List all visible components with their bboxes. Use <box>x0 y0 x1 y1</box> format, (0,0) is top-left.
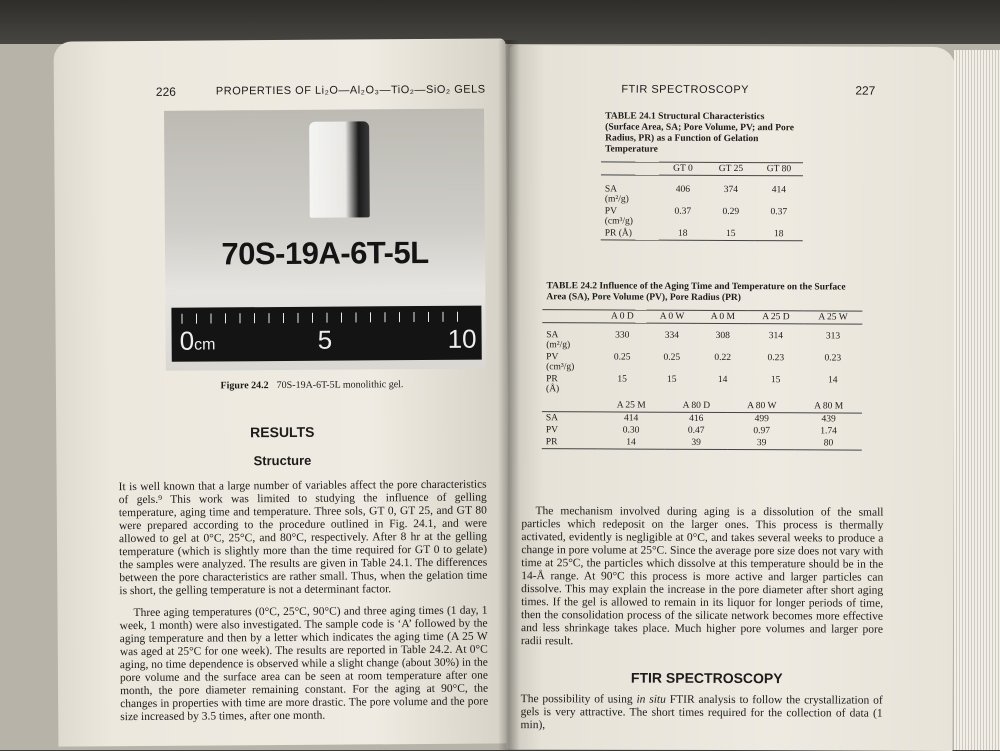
page-edges <box>954 50 1000 750</box>
results-heading: RESULTS <box>250 423 315 441</box>
table2-header: A 80 D <box>682 400 711 411</box>
table-cell: 0.25 <box>613 352 631 363</box>
right-running-head: FTIR SPECTROSCOPY <box>621 83 750 97</box>
table-cell: 80 <box>823 438 834 449</box>
table-cell: 314 <box>768 331 784 342</box>
table-cell: 414 <box>624 413 639 424</box>
table-row <box>601 227 803 240</box>
right-page <box>506 45 955 751</box>
table-cell: 15 <box>770 375 781 386</box>
table2-header: A 25 M <box>616 400 646 411</box>
table-24-2-title: TABLE 24.2 Influence of the Aging Time and Temperature on the Surface Area (SA), Pore Volume (PV), Pore Radius (PR) <box>546 281 846 304</box>
table-24-2 <box>542 309 863 450</box>
table-cell: 0.23 <box>824 353 842 364</box>
sample-label: 70S-19A-6T-5L <box>221 234 429 272</box>
table-cell: 0.47 <box>687 425 705 436</box>
paragraph-aging-mechanism: The mechanism involved during aging is a dissolution of the small particles which redeposit on the larger ones. This process is thermally activated, evidently is negligible at 0°C, and takes several weeks to produce a change in pore volume at 25°C. Since the average pore size does not vary with time at 25°C, the particles which dissolve at this temperature should be in the 14-Å range. At 90°C this process is more active and larger particles can dissolve. This may explain the increase in the pore diameter after short aging times. If the gel is allowed to remain in its liquor for longer periods of time, then the consolidation process of the silicate network becomes more effective and less shrinkage takes place. Much higher pore volumes and larger pore radii result. <box>520 505 884 648</box>
figure-caption-text: 70S-19A-6T-5L monolithic gel. <box>276 379 404 392</box>
ruler-label-zero: 0cm <box>179 325 216 356</box>
table-cell: 15 <box>725 228 736 240</box>
table-cell: 0.25 <box>663 352 681 363</box>
table-cell: 14 <box>827 375 838 386</box>
paragraph-structure-2: Three aging temperatures (0°C, 25°C, 90°C) and three aging times (1 day, 1 week, 1 month) were also investigated. The sample code is ‘A’ followed by the aging temperature and then by a letter which indicates the aging time (A 25 W was aged at 25°C for one week). The results are reported in Table 24.2. At 0°C aging, no time dependence is observed while a slight change (about 30%) in the pore volume and the surface area can be seen at room temperature after one month, the pore diameter remaining constant. For the aging at 90°C, the changes in properties with time are more drastic. The pore volume and the pore size increased by 3.5 times, after one month. <box>119 604 489 724</box>
table-24-1-title: TABLE 24.1 Structural Characteristics (Surface Area, SA; Pore Volume, PV; and Pore Radius, PR) as a Function of Gelation Temperature <box>605 111 795 155</box>
table-cell: 0.37 <box>674 206 692 217</box>
ruler-ticks <box>181 312 471 324</box>
left-running-head: PROPERTIES OF Li₂O—Al₂O₃—TiO₂—SiO₂ GELS <box>215 83 486 98</box>
table2-header: A 80 M <box>814 401 844 412</box>
table-cell: 439 <box>821 414 836 425</box>
ruler-label-ten: 10 <box>447 323 477 354</box>
table-cell: 14 <box>626 437 636 448</box>
book-gutter <box>498 40 520 750</box>
table-cell: 414 <box>771 185 787 196</box>
table-row <box>542 373 862 396</box>
table2-header: A 25 W <box>818 312 848 323</box>
table2-header: A 80 W <box>747 401 777 412</box>
row-label: SA (m²/g) <box>546 330 571 351</box>
figure-number: Figure 24.2 <box>220 380 269 392</box>
table2-header <box>542 310 598 323</box>
table-cell: 0.29 <box>722 206 740 218</box>
row-label: PV (cm³/g) <box>546 352 575 373</box>
table-row <box>601 205 803 228</box>
table-cell: 374 <box>723 184 739 196</box>
table-cell: 334 <box>664 330 680 341</box>
table2-header: A 0 D <box>611 311 634 322</box>
table-cell: 313 <box>825 331 841 342</box>
table-row <box>601 183 803 206</box>
table-cell: 18 <box>773 229 784 240</box>
table-cell: 0.22 <box>714 352 732 363</box>
table-cell: 0.23 <box>767 353 785 364</box>
gel-monolith <box>309 121 370 217</box>
left-page-number: 226 <box>155 84 176 99</box>
paragraph-structure-1: It is well known that a large number of variables affect the pore characteristics of gels.⁹ This work was limited to studying the influence of gelling temperature, aging time and temperature. Three sols, GT 0, GT 25, and GT 80 were prepared according to the procedure outlined in Fig. 24.1, and were allowed to gel at 0°C, 25°C, and 80°C, respectively. After 8 hr at the gelling temperature (which is slightly more than the time required for GT 0 to gelate) the samples were analyzed. The results are given in Table 24.1. The differences between the pore characteristics are rather small. Thus, when the gelation time is short, the gelling temperature is not a determinant factor. <box>118 478 488 598</box>
table-cell: 15 <box>666 374 677 385</box>
table-cell: 308 <box>715 330 730 341</box>
table-cell: 0.37 <box>770 207 788 218</box>
table-row <box>542 351 862 374</box>
row-label: SA <box>545 413 559 424</box>
table1-header <box>601 162 659 175</box>
table-cell: 18 <box>677 228 688 239</box>
row-label: PV (cm³/g) <box>604 206 633 227</box>
table-cell: 0.97 <box>753 426 771 437</box>
table2-header: A 0 M <box>710 311 736 323</box>
table-cell: 0.30 <box>622 425 640 436</box>
table2-header: A 0 W <box>659 311 685 322</box>
left-page <box>54 38 511 746</box>
table2-header: A 25 D <box>762 312 790 323</box>
table-cell: 39 <box>756 438 767 449</box>
row-label: SA (m²/g) <box>604 184 629 205</box>
row-label: PR (Å) <box>546 374 560 395</box>
table-cell: 406 <box>675 184 691 195</box>
table2-header <box>542 399 598 412</box>
table-cell: 499 <box>754 414 769 425</box>
table1-header: GT 80 <box>766 164 792 175</box>
table-cell: 330 <box>615 330 630 341</box>
ftir-heading: FTIR SPECTROSCOPY <box>630 669 783 687</box>
table-cell: 416 <box>689 413 704 424</box>
table1-header: GT 25 <box>718 163 744 175</box>
table-cell: 15 <box>617 374 627 385</box>
ruler-scale <box>171 306 481 362</box>
table-cell: 14 <box>717 374 728 385</box>
paragraph-ftir: The possibility of using in situ FTIR analysis to follow the crystallization of gels is very attractive. The short times required for the collection of data (1 min), <box>520 693 883 732</box>
structure-heading: Structure <box>253 452 312 469</box>
table-24-1 <box>601 161 803 241</box>
ruler-label-five: 5 <box>317 324 333 355</box>
table-row <box>542 436 862 450</box>
gel-sample-photo <box>164 109 486 371</box>
table1-header: GT 0 <box>673 163 693 174</box>
table-cell: 1.74 <box>820 426 837 437</box>
row-label: PR (Å) <box>604 228 632 239</box>
table-cell: 39 <box>691 437 701 448</box>
row-label: PV <box>545 425 559 436</box>
figure-caption <box>112 378 511 392</box>
right-page-number: 227 <box>855 83 876 98</box>
row-label: PR <box>545 437 558 448</box>
table-row <box>542 329 862 352</box>
